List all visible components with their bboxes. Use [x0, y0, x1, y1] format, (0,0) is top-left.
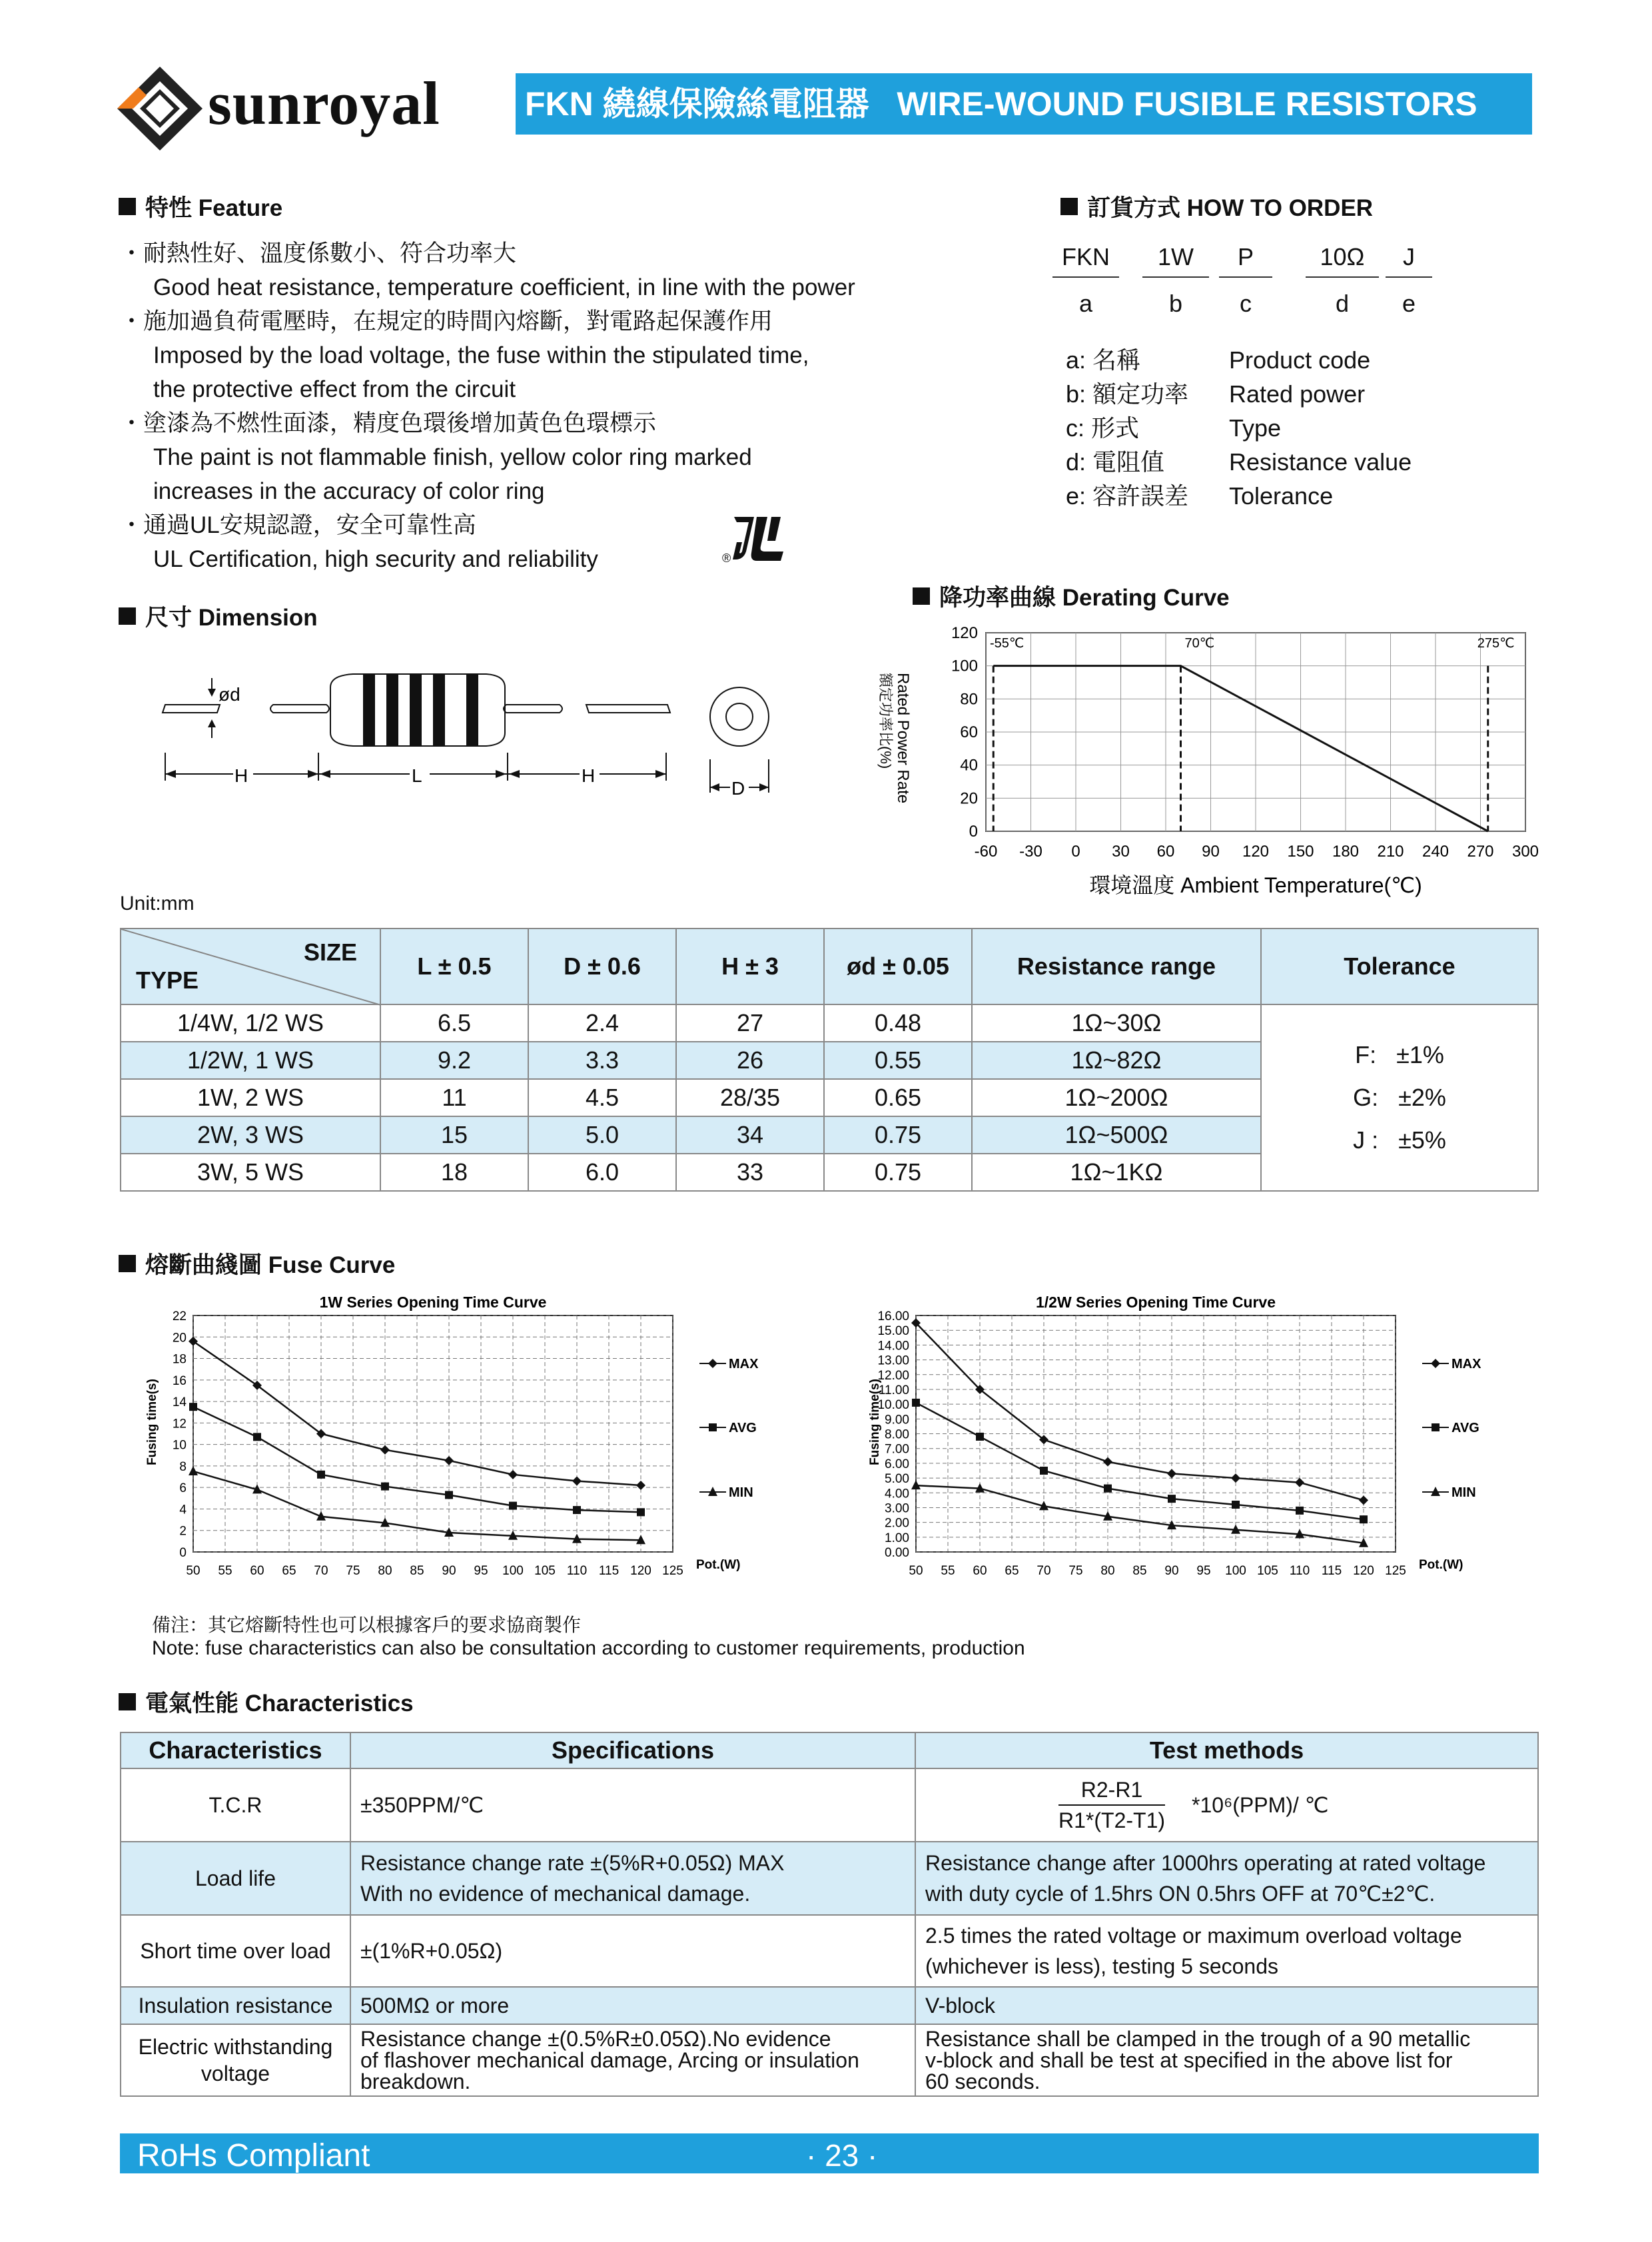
x-tick: 65 [282, 1564, 296, 1578]
y-tick: 15.00 [877, 1324, 909, 1339]
data-point-max [1359, 1495, 1368, 1505]
y-tick: 16 [172, 1373, 187, 1388]
x-tick: 65 [1005, 1564, 1019, 1578]
characteristics-table [120, 1732, 1539, 2097]
col-specifications: Specifications [350, 1732, 915, 1768]
y-tick: 7.00 [885, 1442, 909, 1457]
table-cell: 11 [380, 1079, 528, 1116]
x-tick: 75 [1068, 1564, 1083, 1578]
table-cell: 34 [676, 1116, 824, 1154]
char-name: T.C.R [121, 1768, 350, 1842]
table-cell: 1Ω~200Ω [972, 1079, 1261, 1116]
y-tick: 10.00 [877, 1398, 909, 1413]
spec-line: ±350PPM/℃ [360, 1793, 484, 1817]
tolerance-item: J : ±5% [1353, 1126, 1446, 1154]
x-tick: 110 [566, 1564, 588, 1578]
x-tick: 210 [1377, 843, 1404, 861]
col-L: L ± 0.5 [380, 929, 528, 1004]
test-line: Resistance change after 1000hrs operating at rated voltage [925, 1851, 1486, 1875]
x-tick: 30 [1112, 843, 1130, 861]
x-tick: 120 [1353, 1564, 1374, 1578]
svg-text:®: ® [722, 552, 731, 565]
y-tick: 5.00 [885, 1472, 909, 1487]
char-name: Electric withstanding voltage [121, 2024, 350, 2096]
order-legend-row [1066, 479, 1412, 513]
table-cell: 3.3 [528, 1042, 676, 1079]
order-letter: a [1078, 290, 1093, 317]
order-code: FKN [1052, 243, 1119, 278]
x-tick: 240 [1422, 843, 1449, 861]
order-legend-key: d: 電阻值 [1066, 448, 1165, 476]
x-tick: 55 [218, 1564, 232, 1578]
table-cell: 0.75 [824, 1154, 972, 1191]
y-label-en: Rated Power Rate [894, 673, 912, 804]
col-characteristics: Characteristics [121, 1732, 350, 1768]
col-D: D ± 0.6 [528, 929, 676, 1004]
char-spec [350, 1842, 915, 1915]
y-tick: 2.00 [885, 1516, 909, 1531]
spec-line: Resistance change ±(0.5%R±0.05Ω).No evidence [360, 2027, 831, 2051]
x-tick: 90 [1164, 1564, 1179, 1578]
tcr-formula [925, 1775, 1528, 1835]
order-legend [1066, 343, 1412, 513]
test-line: Resistance shall be clamped in the trough of a 90 metallic [925, 2027, 1471, 2051]
y-tick: 0 [179, 1546, 187, 1560]
table-cell: 2.4 [528, 1004, 676, 1042]
x-tick: 270 [1467, 843, 1494, 861]
table-row [121, 1915, 1538, 1987]
x-tick: 100 [1225, 1564, 1246, 1578]
fuse-heading [119, 1247, 395, 1280]
order-legend-key: a: 名稱 [1066, 346, 1141, 374]
data-point-max [572, 1477, 582, 1486]
test-line: 60 seconds. [925, 2069, 1040, 2093]
data-point-avg [1104, 1485, 1112, 1493]
order-letter: c [1240, 290, 1252, 317]
char-test [915, 1987, 1538, 2024]
derating-chart [879, 613, 1545, 906]
data-point-avg [976, 1433, 984, 1441]
table-cell: 1Ω~1KΩ [972, 1154, 1261, 1191]
data-point-max [1167, 1469, 1176, 1478]
corner-type: TYPE [136, 966, 199, 994]
data-point-max [636, 1481, 645, 1490]
fuse-chart-1w [140, 1289, 779, 1582]
x-tick: 125 [662, 1564, 683, 1578]
char-spec [350, 1915, 915, 1987]
x-tick: -30 [1019, 843, 1042, 861]
data-point-avg [1296, 1507, 1304, 1515]
table-row [121, 1987, 1538, 2024]
y-tick: 1.00 [885, 1531, 909, 1545]
y-tick: 4 [179, 1503, 187, 1517]
legend-marker [1431, 1359, 1440, 1368]
order-legend-value: Resistance value [1229, 448, 1412, 476]
formula-tail: *10⁶(PPM)/ ℃ [1192, 1793, 1329, 1817]
y-tick: 12 [172, 1417, 187, 1431]
order-legend-row [1066, 377, 1412, 411]
x-tick: 110 [1289, 1564, 1310, 1578]
feature-item-zh: ・塗漆為不燃性面漆，精度色環後增加黃色色環標示 [120, 410, 657, 436]
dim-label-H2: H [582, 765, 596, 786]
order-code: P [1219, 243, 1272, 278]
data-point-max [1103, 1457, 1112, 1467]
y-tick: 18 [172, 1352, 187, 1367]
dimension-heading-text: 尺寸 Dimension [145, 605, 318, 631]
order-code: J [1386, 243, 1432, 278]
col-d: ød ± 0.05 [824, 929, 972, 1004]
x-tick: 300 [1511, 843, 1539, 861]
table-row [121, 1842, 1538, 1915]
y-tick: 9.00 [885, 1413, 909, 1427]
x-tick: 95 [1196, 1564, 1211, 1578]
data-point-avg [1232, 1501, 1240, 1509]
legend-marker [708, 1359, 717, 1368]
col-tolerance: Tolerance [1261, 929, 1538, 1004]
order-legend-value: Product code [1229, 346, 1371, 374]
data-point-max [189, 1337, 198, 1346]
table-row [121, 2024, 1538, 2096]
x-tick: 95 [474, 1564, 488, 1578]
test-line: (whichever is less), testing 5 seconds [925, 1954, 1278, 1978]
data-point-avg [317, 1471, 325, 1479]
order-legend-key: e: 容許誤差 [1066, 482, 1189, 510]
y-tick: 6 [179, 1481, 187, 1496]
legend-label: MIN [729, 1485, 753, 1500]
series-line-avg [916, 1403, 1364, 1519]
char-name: Load life [121, 1842, 350, 1915]
fraction-denominator: R1*(T2-T1) [1058, 1808, 1166, 1832]
order-legend-row [1066, 343, 1412, 377]
tolerance-item: G: ±2% [1353, 1084, 1446, 1111]
x-tick: 125 [1385, 1564, 1406, 1578]
y-tick: 13.00 [877, 1353, 909, 1368]
y-tick: 22 [172, 1309, 187, 1323]
x-tick: 115 [598, 1564, 620, 1578]
x-tick: 100 [502, 1564, 524, 1578]
col-resistance-range: Resistance range [972, 929, 1261, 1004]
data-point-avg [1040, 1467, 1048, 1475]
table-cell: 1Ω~82Ω [972, 1042, 1261, 1079]
y-tick: 60 [960, 723, 978, 741]
derating-curve [993, 666, 1488, 831]
y-tick: 120 [951, 624, 978, 642]
data-point-avg [637, 1508, 645, 1516]
char-spec [350, 1768, 915, 1842]
table-cell: 5.0 [528, 1116, 676, 1154]
derating-heading [913, 579, 1230, 613]
order-legend-value: Type [1229, 414, 1282, 442]
y-tick: 12.00 [877, 1368, 909, 1383]
feature-item-en: The paint is not flammable finish, yellow color ring marked [153, 444, 752, 470]
characteristics-heading [119, 1685, 414, 1718]
feature-item-en: the protective effect from the circuit [153, 376, 516, 402]
fraction [1058, 1775, 1165, 1835]
x-tick: 60 [250, 1564, 264, 1578]
order-legend-key: c: 形式 [1066, 414, 1140, 442]
x-tick: 75 [346, 1564, 360, 1578]
temperature-mark: 275℃ [1477, 636, 1515, 651]
table-cell: 1/2W, 1 WS [121, 1042, 380, 1079]
order-letter: e [1402, 290, 1416, 317]
order-heading [1060, 190, 1373, 223]
data-point-max [1295, 1478, 1304, 1487]
x-label: Pot.(W) [1419, 1558, 1463, 1572]
table-cell: 26 [676, 1042, 824, 1079]
x-tick: 60 [973, 1564, 987, 1578]
dimension-heading [119, 599, 318, 633]
y-tick: 6.00 [885, 1457, 909, 1471]
x-tick: 105 [534, 1564, 556, 1578]
y-tick: 40 [960, 756, 978, 775]
table-cell: 3W, 5 WS [121, 1154, 380, 1191]
rohs-label: RoHs Compliant [137, 2138, 370, 2173]
y-label-zh: 額定功率比(%) [877, 673, 894, 769]
corner-cell [121, 929, 380, 1004]
legend-label: MIN [1451, 1485, 1476, 1500]
feature-item-zh: ・通過UL安規認證，安全可靠性高 [120, 512, 476, 538]
feature-item-zh: ・施加過負荷電壓時，在規定的時間內熔斷，對電路起保護作用 [120, 308, 773, 334]
data-point-max [1231, 1473, 1240, 1483]
legend-label: AVG [729, 1421, 757, 1435]
order-heading-text: 訂貨方式 HOW TO ORDER [1087, 195, 1374, 221]
y-tick: 20 [172, 1331, 187, 1345]
feature-item-en: UL Certification, high security and reliability [153, 546, 598, 572]
table-cell: 2W, 3 WS [121, 1116, 380, 1154]
dim-label-d: ød [218, 684, 240, 705]
dim-label-L: L [412, 765, 422, 786]
x-tick: 0 [1071, 843, 1080, 861]
test-line: V-block [925, 1994, 995, 2018]
char-name: Short time over load [121, 1915, 350, 1987]
order-code: 10Ω [1306, 243, 1379, 278]
feature-item-zh: ・耐熱性好、溫度係數小、符合功率大 [120, 240, 517, 266]
data-point-max [444, 1456, 454, 1465]
x-tick: 180 [1332, 843, 1360, 861]
x-label: 環境溫度 Ambient Temperature(℃) [1089, 873, 1422, 897]
y-tick: 0 [969, 823, 978, 841]
dimension-diagram [153, 659, 793, 806]
spec-line: Resistance change rate ±(5%R+0.05Ω) MAX [360, 1851, 785, 1875]
order-legend-value: Rated power [1229, 380, 1366, 408]
characteristics-heading-text: 電氣性能 Characteristics [145, 1690, 414, 1716]
x-label: Pot.(W) [696, 1558, 741, 1572]
char-spec [350, 1987, 915, 2024]
table-cell: 33 [676, 1154, 824, 1191]
table-cell: 15 [380, 1116, 528, 1154]
x-tick: 105 [1257, 1564, 1278, 1578]
order-code: 1W [1142, 243, 1209, 278]
data-point-max [508, 1470, 518, 1479]
x-tick: 85 [410, 1564, 424, 1578]
y-tick: 80 [960, 690, 978, 709]
table-cell: 6.0 [528, 1154, 676, 1191]
table-cell: 4.5 [528, 1079, 676, 1116]
char-test [915, 1915, 1538, 1987]
dim-label-H: H [234, 765, 248, 786]
order-letter: b [1168, 290, 1183, 317]
y-tick: 8 [179, 1459, 187, 1474]
order-letter: d [1335, 290, 1350, 317]
data-point-avg [253, 1433, 261, 1441]
x-tick: 120 [630, 1564, 651, 1578]
test-line: v-block and shall be test at specified in the above list for [925, 2048, 1453, 2072]
x-tick: 60 [1156, 843, 1175, 861]
y-label: Fusing time(s) [868, 1379, 882, 1465]
y-tick: 3.00 [885, 1501, 909, 1516]
fuse-chart-half-w [863, 1289, 1502, 1582]
tolerance-cell [1261, 1004, 1538, 1191]
sunroyal-logo-icon [113, 64, 206, 153]
feature-item-en: Imposed by the load voltage, the fuse within the stipulated time, [153, 342, 809, 368]
x-tick: 70 [1036, 1564, 1051, 1578]
fraction-numerator: R2-R1 [1058, 1775, 1165, 1806]
y-tick: 2 [179, 1524, 187, 1539]
chart-title: 1/2W Series Opening Time Curve [1035, 1294, 1276, 1311]
tolerance-item: F: ±1% [1355, 1041, 1444, 1068]
order-codes [1052, 243, 1485, 323]
header [113, 61, 1532, 155]
fuse-note-zh: 備注：其它熔斷特性也可以根據客戶的要求協商製作 [152, 1615, 582, 1635]
y-label: Fusing time(s) [145, 1379, 159, 1465]
y-tick: 16.00 [877, 1309, 909, 1323]
data-point-min [189, 1466, 198, 1475]
y-tick: 14 [172, 1395, 187, 1410]
derating-heading-text: 降功率曲線 Derating Curve [939, 585, 1230, 611]
table-cell: 1/4W, 1/2 WS [121, 1004, 380, 1042]
legend-marker [709, 1423, 717, 1431]
y-tick: 11.00 [878, 1383, 909, 1397]
page-number: · 23 · [806, 2138, 878, 2173]
x-tick: 55 [941, 1564, 955, 1578]
order-legend-row [1066, 445, 1412, 479]
plot-frame [193, 1315, 673, 1552]
y-tick: 14.00 [877, 1339, 909, 1353]
spec-line: of flashover mechanical damage, Arcing or insulation [360, 2048, 859, 2072]
page-title: FKN 繞線保險絲電阻器 WIRE-WOUND FUSIBLE RESISTORS [516, 73, 1532, 135]
data-point-max [380, 1445, 390, 1455]
table-cell: 27 [676, 1004, 824, 1042]
x-tick: 80 [378, 1564, 392, 1578]
char-test [915, 1842, 1538, 1915]
table-row [121, 1004, 1538, 1042]
x-tick: 120 [1242, 843, 1270, 861]
table-cell: 1Ω~30Ω [972, 1004, 1261, 1042]
x-tick: 50 [909, 1564, 923, 1578]
table-cell: 1W, 2 WS [121, 1079, 380, 1116]
table-cell: 6.5 [380, 1004, 528, 1042]
fuse-note-en: Note: fuse characteristics can also be consultation according to customer requirements, production [152, 1637, 1025, 1659]
y-tick: 100 [951, 657, 978, 675]
data-point-avg [445, 1491, 453, 1499]
x-tick: 90 [442, 1564, 456, 1578]
spec-line: ±(1%R+0.05Ω) [360, 1939, 503, 1963]
spec-line: With no evidence of mechanical damage. [360, 1882, 751, 1906]
data-point-avg [1168, 1495, 1176, 1503]
char-test [915, 2024, 1538, 2096]
feature-heading-text: 特性 Feature [145, 195, 283, 221]
table-cell: 0.55 [824, 1042, 972, 1079]
feature-item-en: increases in the accuracy of color ring [153, 478, 545, 504]
legend-marker [1432, 1423, 1440, 1431]
x-tick: 85 [1132, 1564, 1147, 1578]
x-tick: -60 [974, 843, 998, 861]
test-line: with duty cycle of 1.5hrs ON 0.5hrs OFF at 70℃±2℃. [925, 1882, 1436, 1906]
order-legend-row [1066, 411, 1412, 445]
table-cell: 28/35 [676, 1079, 824, 1116]
x-tick: 50 [186, 1564, 201, 1578]
dim-label-D: D [731, 778, 745, 799]
feature-item-en: Good heat resistance, temperature coefficient, in line with the power [153, 274, 855, 300]
order-legend-value: Tolerance [1229, 482, 1334, 510]
unit-label: Unit:mm [120, 893, 195, 915]
size-table [120, 928, 1539, 1192]
y-tick: 8.00 [885, 1427, 909, 1442]
spec-line: 500MΩ or more [360, 1994, 510, 2018]
fuse-heading-text: 熔斷曲綫圖 Fuse Curve [145, 1252, 396, 1278]
table-cell: 18 [380, 1154, 528, 1191]
corner-size: SIZE [303, 938, 357, 966]
x-tick: 115 [1321, 1564, 1342, 1578]
y-tick: 10 [172, 1438, 187, 1453]
data-point-avg [912, 1399, 920, 1407]
chart-title: 1W Series Opening Time Curve [319, 1294, 547, 1311]
legend-label: AVG [1451, 1421, 1479, 1435]
ul-mark-icon [719, 513, 806, 566]
col-test-methods: Test methods [915, 1732, 1538, 1768]
table-row [121, 1768, 1538, 1842]
footer-bar [120, 2133, 1539, 2173]
data-point-avg [189, 1403, 197, 1411]
table-cell: 0.65 [824, 1079, 972, 1116]
brand-name: sunroyal [208, 69, 440, 137]
x-tick: 80 [1100, 1564, 1115, 1578]
x-tick: 70 [314, 1564, 328, 1578]
table-cell: 0.75 [824, 1116, 972, 1154]
legend-label: MAX [729, 1357, 759, 1371]
x-tick: 150 [1287, 843, 1314, 861]
table-cell: 0.48 [824, 1004, 972, 1042]
char-name: Insulation resistance [121, 1987, 350, 2024]
col-H: H ± 3 [676, 929, 824, 1004]
data-point-avg [509, 1502, 517, 1510]
legend-label: MAX [1451, 1357, 1481, 1371]
spec-line: breakdown. [360, 2069, 471, 2093]
temperature-mark: -55℃ [990, 636, 1025, 651]
y-tick: 4.00 [885, 1487, 909, 1501]
test-line: 2.5 times the rated voltage or maximum overload voltage [925, 1924, 1462, 1948]
data-point-avg [1360, 1515, 1368, 1523]
feature-heading [119, 190, 282, 223]
temperature-mark: 70℃ [1184, 636, 1215, 651]
char-spec [350, 2024, 915, 2096]
x-tick: 90 [1202, 843, 1220, 861]
y-tick: 0.00 [885, 1546, 909, 1560]
char-test [915, 1768, 1538, 1842]
table-cell: 9.2 [380, 1042, 528, 1079]
data-point-avg [381, 1483, 389, 1491]
order-legend-key: b: 額定功率 [1066, 380, 1189, 408]
y-tick: 20 [960, 789, 978, 808]
data-point-avg [573, 1506, 581, 1514]
table-cell: 1Ω~500Ω [972, 1116, 1261, 1154]
